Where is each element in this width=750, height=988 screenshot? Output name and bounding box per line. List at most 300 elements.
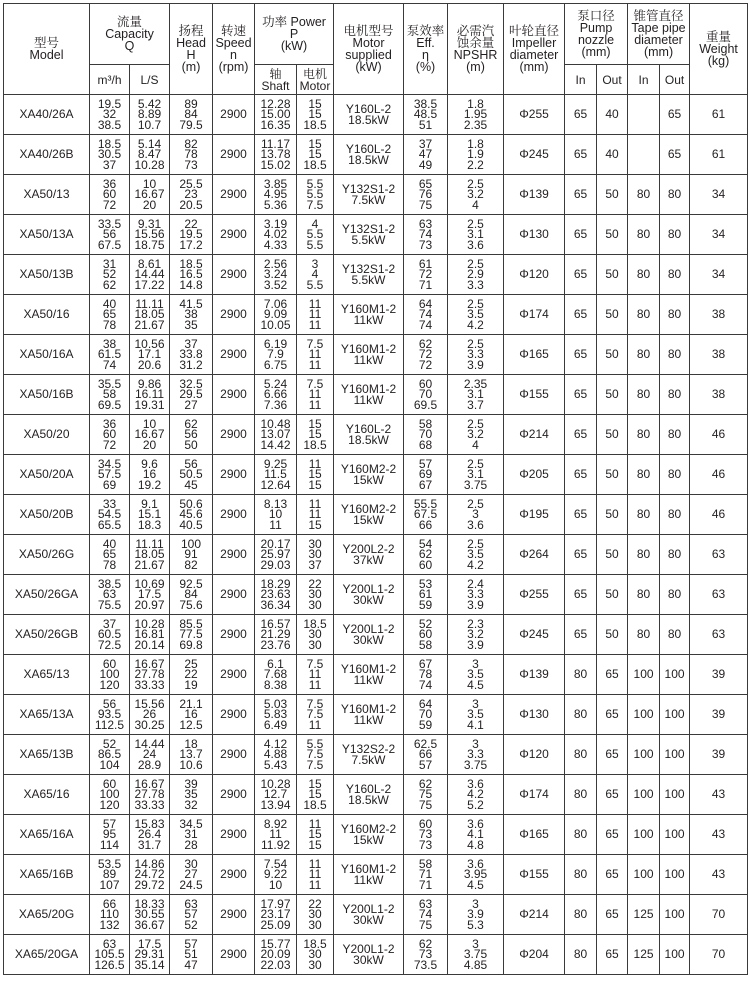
cell-pump-out: 65 xyxy=(597,935,628,975)
cell-capacity-ls-line: 16.11 xyxy=(134,387,165,402)
cell-motor-power-line: 11 xyxy=(308,677,322,692)
cell-pump-out: 50 xyxy=(597,615,628,655)
cell-capacity-ls xyxy=(130,215,170,255)
table-row xyxy=(4,775,748,815)
cell-impeller: Φ139 xyxy=(504,655,565,695)
cell-npshr-line: 2.5 xyxy=(467,456,484,471)
cell-shaft-power-line: 3.24 xyxy=(263,267,288,282)
cell-impeller: Φ255 xyxy=(504,575,565,615)
cell-tape-in: 80 xyxy=(628,615,660,655)
cell-capacity-m3h-line: 38.5 xyxy=(97,576,122,591)
cell-motor-type-line: Y160L-2 xyxy=(345,422,392,436)
cell-shaft-power xyxy=(255,655,297,695)
cell-shaft-power-line: 20.09 xyxy=(260,947,291,962)
cell-tape-out: 80 xyxy=(660,295,690,335)
table-row xyxy=(4,655,748,695)
cell-model: XA50/16B xyxy=(4,375,90,415)
cell-npshr-line: 3 xyxy=(472,896,479,911)
cell-capacity-m3h-line: 57.5 xyxy=(97,467,122,482)
cell-shaft-power-line: 4.12 xyxy=(263,736,288,751)
cell-capacity-m3h-line: 56 xyxy=(102,227,117,242)
cell-pump-out: 65 xyxy=(597,735,628,775)
cell-capacity-m3h-line: 100 xyxy=(99,787,120,802)
cell-impeller: Φ130 xyxy=(504,695,565,735)
cell-shaft-power-line: 25.09 xyxy=(260,917,291,932)
cell-motor-type-line: 11kW xyxy=(353,872,384,887)
cell-motor-type xyxy=(334,375,404,415)
cell-motor-type xyxy=(334,135,404,175)
cell-head-line: 18.5 xyxy=(179,256,203,271)
cell-efficiency-line: 63 xyxy=(418,216,433,231)
cell-capacity-ls-line: 16.67 xyxy=(134,427,165,442)
cell-capacity-ls-line: 17.5 xyxy=(137,587,162,602)
cell-capacity-m3h-line: 110 xyxy=(99,907,120,922)
cell-motor-power xyxy=(297,935,334,975)
cell-efficiency-line: 52 xyxy=(418,616,433,631)
cell-efficiency xyxy=(404,95,448,135)
header-power-shaft: 轴 Shaft xyxy=(255,65,297,95)
cell-shaft-power-line: 9.09 xyxy=(263,307,288,322)
cell-capacity-m3h-line: 65.5 xyxy=(97,517,122,532)
cell-motor-type xyxy=(334,455,404,495)
cell-shaft-power xyxy=(255,335,297,375)
table-row xyxy=(4,535,748,575)
cell-motor-power xyxy=(297,535,334,575)
cell-head-line: 18 xyxy=(184,736,198,751)
cell-motor-power-line: 5.5 xyxy=(306,237,324,252)
cell-npshr-line: 1.95 xyxy=(463,107,488,122)
cell-speed: 2900 xyxy=(213,935,255,975)
table-row xyxy=(4,375,748,415)
cell-motor-type xyxy=(334,215,404,255)
cell-motor-power-line: 18.5 xyxy=(303,117,327,132)
cell-head-line: 75.6 xyxy=(179,597,203,612)
cell-capacity-m3h-line: 52 xyxy=(102,736,117,751)
header-speed: 转速 Speed n (rpm) xyxy=(213,4,255,95)
cell-efficiency-line: 60 xyxy=(418,627,433,642)
cell-tape-out: 100 xyxy=(660,735,690,775)
cell-npshr-line: 3 xyxy=(472,696,479,711)
cell-npshr-line: 4 xyxy=(472,197,479,212)
cell-npshr xyxy=(448,335,504,375)
cell-efficiency-line: 67 xyxy=(418,656,433,671)
cell-head-line: 23 xyxy=(184,187,198,202)
cell-shaft-power-line: 10 xyxy=(268,877,283,892)
cell-efficiency-line: 72 xyxy=(418,347,433,362)
cell-npshr-line: 2.5 xyxy=(467,176,484,191)
cell-capacity-ls-line: 10.28 xyxy=(134,616,165,631)
cell-capacity-m3h-line: 57 xyxy=(102,816,117,831)
cell-motor-power-line: 11 xyxy=(308,717,322,732)
cell-head-line: 10.6 xyxy=(179,757,203,772)
cell-motor-type xyxy=(334,535,404,575)
cell-pump-out: 50 xyxy=(597,295,628,335)
table-row xyxy=(4,415,748,455)
cell-head-line: 57 xyxy=(184,907,198,922)
cell-pump-in: 80 xyxy=(565,775,597,815)
cell-motor-power-line: 11 xyxy=(308,667,322,682)
cell-tape-out: 100 xyxy=(660,775,690,815)
cell-motor-type-line: Y200L2-2 xyxy=(342,542,395,556)
cell-shaft-power xyxy=(255,215,297,255)
cell-head-line: 41.5 xyxy=(179,296,203,311)
cell-motor-type-line: Y160M2-2 xyxy=(340,462,397,476)
cell-motor-power-line: 11 xyxy=(308,317,322,332)
cell-head-line: 27 xyxy=(184,867,198,882)
cell-motor-power-line: 15 xyxy=(308,517,322,532)
cell-shaft-power-line: 4.02 xyxy=(263,227,288,242)
cell-npshr xyxy=(448,935,504,975)
cell-capacity-ls-line: 8.61 xyxy=(137,256,162,271)
header-power-motor: 电机 Motor xyxy=(297,65,334,95)
cell-capacity-m3h xyxy=(90,735,130,775)
cell-capacity-ls-line: 14.44 xyxy=(134,736,165,751)
cell-motor-power-line: 22 xyxy=(308,896,322,911)
cell-capacity-m3h-line: 89 xyxy=(102,867,117,882)
cell-shaft-power-line: 4.95 xyxy=(263,187,288,202)
cell-capacity-m3h-line: 56 xyxy=(102,696,117,711)
spec-table-body xyxy=(4,95,748,975)
cell-capacity-ls-line: 33.33 xyxy=(134,797,165,812)
cell-efficiency xyxy=(404,775,448,815)
cell-capacity-m3h xyxy=(90,775,130,815)
cell-npshr-line: 4.1 xyxy=(467,827,484,842)
cell-shaft-power-line: 16.35 xyxy=(260,117,291,132)
header-npshr: 必需汽 蚀余量 NPSHR (m) xyxy=(448,4,504,95)
cell-efficiency-line: 57 xyxy=(418,456,433,471)
cell-npshr-line: 3.2 xyxy=(467,627,484,642)
cell-head-line: 32.5 xyxy=(179,376,203,391)
cell-npshr-line: 2.5 xyxy=(467,536,484,551)
cell-npshr xyxy=(448,575,504,615)
cell-efficiency-line: 68 xyxy=(418,437,433,452)
cell-shaft-power-line: 11.92 xyxy=(260,837,291,852)
cell-capacity-m3h-line: 35.5 xyxy=(97,376,122,391)
cell-capacity-ls-line: 14.44 xyxy=(134,267,165,282)
cell-motor-power-line: 30 xyxy=(308,917,322,932)
cell-impeller: Φ130 xyxy=(504,215,565,255)
table-row xyxy=(4,135,748,175)
cell-efficiency xyxy=(404,935,448,975)
cell-motor-power-line: 7.5 xyxy=(306,747,324,762)
cell-efficiency-line: 37 xyxy=(418,136,433,151)
cell-model: XA65/13A xyxy=(4,695,90,735)
cell-model: XA40/26A xyxy=(4,95,90,135)
cell-motor-power-line: 11 xyxy=(308,496,322,511)
cell-capacity-m3h-line: 72 xyxy=(102,197,117,212)
cell-weight: 61 xyxy=(690,135,748,175)
cell-capacity-m3h-line: 67.5 xyxy=(97,237,122,252)
cell-head-line: 38 xyxy=(184,307,198,322)
cell-head-line: 13.7 xyxy=(179,747,203,762)
cell-impeller: Φ155 xyxy=(504,855,565,895)
cell-shaft-power-line: 15.77 xyxy=(260,936,291,951)
cell-motor-type xyxy=(334,615,404,655)
cell-motor-power-line: 7.5 xyxy=(306,696,324,711)
cell-shaft-power-line: 5.03 xyxy=(263,696,288,711)
cell-speed: 2900 xyxy=(213,535,255,575)
table-row xyxy=(4,735,748,775)
cell-speed: 2900 xyxy=(213,375,255,415)
cell-model: XA50/26GB xyxy=(4,615,90,655)
cell-shaft-power-line: 6.1 xyxy=(267,656,284,671)
cell-motor-power-line: 18.5 xyxy=(303,437,327,452)
cell-shaft-power-line: 8.38 xyxy=(263,677,288,692)
cell-motor-power-line: 30 xyxy=(308,627,322,642)
cell-capacity-ls-line: 5.42 xyxy=(137,96,162,111)
cell-motor-power-line: 15 xyxy=(308,147,322,162)
cell-npshr xyxy=(448,655,504,695)
cell-capacity-m3h-line: 112.5 xyxy=(94,717,125,732)
cell-npshr-line: 4.8 xyxy=(467,837,484,852)
cell-motor-type-line: Y160M1-2 xyxy=(340,382,397,396)
cell-capacity-ls-line: 19.31 xyxy=(134,397,165,412)
cell-head xyxy=(170,655,213,695)
cell-shaft-power-line: 11 xyxy=(269,517,282,532)
cell-npshr-line: 5.2 xyxy=(467,797,484,812)
cell-capacity-m3h-line: 126.5 xyxy=(94,957,125,972)
cell-shaft-power-line: 7.36 xyxy=(263,397,288,412)
header-impeller: 叶轮直径 Impeller diameter (mm) xyxy=(504,4,565,95)
cell-npshr-line: 3 xyxy=(472,736,479,751)
cell-shaft-power-line: 6.75 xyxy=(263,357,288,372)
cell-efficiency-line: 74 xyxy=(418,907,433,922)
cell-motor-power-line: 30 xyxy=(308,907,322,922)
cell-capacity-m3h-line: 38 xyxy=(102,336,117,351)
cell-capacity-m3h-line: 32 xyxy=(102,107,117,122)
cell-motor-power-line: 5.5 xyxy=(306,277,324,292)
cell-efficiency xyxy=(404,815,448,855)
cell-tape-in: 80 xyxy=(628,335,660,375)
cell-speed: 2900 xyxy=(213,855,255,895)
cell-motor-power-line: 15 xyxy=(308,107,322,122)
cell-capacity-ls-line: 8.47 xyxy=(137,147,162,162)
cell-capacity-m3h-line: 34.5 xyxy=(97,456,122,471)
cell-pump-in: 65 xyxy=(565,135,597,175)
cell-efficiency-line: 66 xyxy=(418,747,433,762)
cell-capacity-ls-line: 10.69 xyxy=(134,576,165,591)
cell-capacity-m3h xyxy=(90,575,130,615)
cell-weight: 63 xyxy=(690,535,748,575)
cell-capacity-ls-line: 9.1 xyxy=(141,496,158,511)
cell-weight: 43 xyxy=(690,855,748,895)
cell-head-line: 92.5 xyxy=(179,576,203,591)
cell-motor-type-line: 5.5kW xyxy=(351,272,386,287)
cell-head-line: 35 xyxy=(184,787,198,802)
cell-capacity-m3h xyxy=(90,895,130,935)
table-row xyxy=(4,895,748,935)
cell-head xyxy=(170,815,213,855)
cell-capacity-m3h-line: 18.5 xyxy=(97,136,122,151)
cell-motor-type-line: 30kW xyxy=(353,952,384,967)
cell-efficiency-line: 58 xyxy=(418,637,433,652)
cell-npshr-line: 4.85 xyxy=(463,957,488,972)
cell-motor-power-line: 30 xyxy=(308,597,322,612)
cell-capacity-ls xyxy=(130,615,170,655)
cell-npshr xyxy=(448,175,504,215)
cell-capacity-m3h xyxy=(90,695,130,735)
cell-motor-type xyxy=(334,95,404,135)
cell-pump-out: 50 xyxy=(597,495,628,535)
cell-capacity-m3h-line: 58 xyxy=(102,387,117,402)
cell-efficiency-line: 73 xyxy=(418,827,433,842)
cell-model: XA50/20A xyxy=(4,455,90,495)
cell-head-line: 82 xyxy=(184,136,198,151)
cell-efficiency-line: 67.5 xyxy=(413,507,438,522)
cell-shaft-power-line: 17.97 xyxy=(260,896,291,911)
cell-npshr-line: 4.5 xyxy=(467,677,484,692)
cell-weight: 34 xyxy=(690,255,748,295)
cell-shaft-power xyxy=(255,535,297,575)
cell-efficiency-line: 63 xyxy=(418,896,433,911)
cell-model: XA65/20G xyxy=(4,895,90,935)
cell-impeller: Φ214 xyxy=(504,415,565,455)
cell-npshr-line: 3.7 xyxy=(467,397,484,412)
cell-head-line: 73 xyxy=(184,157,198,172)
cell-pump-in: 65 xyxy=(565,495,597,535)
cell-efficiency-line: 75 xyxy=(418,917,433,932)
cell-speed: 2900 xyxy=(213,735,255,775)
cell-shaft-power-line: 5.24 xyxy=(263,376,288,391)
cell-model: XA50/16 xyxy=(4,295,90,335)
cell-head-line: 85.5 xyxy=(179,616,203,631)
cell-shaft-power-line: 6.66 xyxy=(263,387,288,402)
cell-tape-in: 80 xyxy=(628,375,660,415)
cell-pump-in: 80 xyxy=(565,735,597,775)
cell-capacity-ls-line: 16.81 xyxy=(134,627,165,642)
cell-tape-out: 80 xyxy=(660,215,690,255)
cell-capacity-ls-line: 24.72 xyxy=(134,867,165,882)
cell-capacity-ls xyxy=(130,95,170,135)
cell-capacity-m3h-line: 105.5 xyxy=(94,947,125,962)
cell-motor-power-line: 30 xyxy=(308,547,322,562)
cell-shaft-power-line: 21.29 xyxy=(260,627,291,642)
cell-capacity-ls xyxy=(130,535,170,575)
cell-impeller: Φ174 xyxy=(504,295,565,335)
cell-capacity-m3h xyxy=(90,935,130,975)
cell-npshr xyxy=(448,295,504,335)
cell-weight: 34 xyxy=(690,175,748,215)
cell-head xyxy=(170,375,213,415)
cell-npshr-line: 3.3 xyxy=(467,347,484,362)
cell-speed: 2900 xyxy=(213,295,255,335)
cell-motor-power-line: 18.5 xyxy=(303,797,327,812)
cell-shaft-power xyxy=(255,575,297,615)
cell-capacity-ls-line: 29.72 xyxy=(134,877,165,892)
cell-capacity-m3h-line: 38.5 xyxy=(97,117,122,132)
cell-motor-power-line: 4 xyxy=(311,267,319,282)
cell-head-line: 62 xyxy=(184,416,198,431)
cell-capacity-ls-line: 18.33 xyxy=(134,896,165,911)
cell-impeller: Φ214 xyxy=(504,895,565,935)
cell-tape-out: 80 xyxy=(660,455,690,495)
cell-efficiency-line: 62 xyxy=(418,776,433,791)
table-row xyxy=(4,695,748,735)
cell-model: XA65/16A xyxy=(4,815,90,855)
cell-speed: 2900 xyxy=(213,815,255,855)
cell-shaft-power-line: 4.33 xyxy=(263,237,288,252)
cell-impeller: Φ255 xyxy=(504,95,565,135)
header-efficiency: 泵效率 Eff. η (%) xyxy=(404,4,448,95)
cell-motor-power xyxy=(297,215,334,255)
cell-motor-type-line: 5.5kW xyxy=(351,232,386,247)
cell-shaft-power-line: 29.03 xyxy=(260,557,291,572)
cell-speed: 2900 xyxy=(213,575,255,615)
cell-head xyxy=(170,615,213,655)
cell-capacity-m3h xyxy=(90,255,130,295)
cell-npshr-line: 4.1 xyxy=(467,717,484,732)
cell-npshr-line: 3.75 xyxy=(463,757,488,772)
cell-shaft-power-line: 12.64 xyxy=(260,477,291,492)
table-row xyxy=(4,495,748,535)
cell-motor-type-line: Y160M1-2 xyxy=(340,342,397,356)
cell-capacity-m3h xyxy=(90,655,130,695)
cell-capacity-ls-line: 10.56 xyxy=(134,336,165,351)
cell-capacity-m3h-line: 37 xyxy=(102,616,117,631)
cell-motor-type-line: Y160M1-2 xyxy=(340,662,397,676)
cell-motor-type-line: Y160L-2 xyxy=(345,142,392,156)
cell-capacity-ls-line: 9.31 xyxy=(137,216,162,231)
cell-head-line: 84 xyxy=(184,107,198,122)
cell-capacity-ls-line: 27.78 xyxy=(134,667,165,682)
cell-motor-power xyxy=(297,735,334,775)
cell-head-line: 50.5 xyxy=(179,467,203,482)
cell-speed: 2900 xyxy=(213,135,255,175)
cell-model: XA65/13 xyxy=(4,655,90,695)
cell-motor-power-line: 30 xyxy=(308,536,322,551)
cell-npshr-line: 3 xyxy=(472,936,479,951)
cell-shaft-power-line: 7.54 xyxy=(263,856,288,871)
cell-tape-in: 125 xyxy=(628,935,660,975)
cell-motor-power-line: 5.5 xyxy=(306,176,324,191)
cell-weight: 63 xyxy=(690,575,748,615)
cell-motor-type-line: Y160M1-2 xyxy=(340,862,397,876)
cell-impeller: Φ245 xyxy=(504,615,565,655)
cell-shaft-power-line: 12.7 xyxy=(263,787,288,802)
cell-impeller: Φ195 xyxy=(504,495,565,535)
cell-motor-power-line: 15 xyxy=(308,837,322,852)
cell-capacity-ls-line: 18.3 xyxy=(137,517,162,532)
cell-efficiency xyxy=(404,495,448,535)
header-capacity-ls: L/S xyxy=(130,65,170,95)
cell-capacity-ls xyxy=(130,855,170,895)
cell-head xyxy=(170,335,213,375)
cell-motor-power xyxy=(297,695,334,735)
cell-capacity-ls-line: 11.11 xyxy=(135,536,164,551)
cell-head-line: 34.5 xyxy=(179,816,203,831)
cell-capacity-ls xyxy=(130,775,170,815)
cell-model: XA50/13B xyxy=(4,255,90,295)
cell-capacity-ls-line: 20 xyxy=(142,197,157,212)
cell-capacity-m3h-line: 52 xyxy=(102,267,117,282)
cell-pump-in: 65 xyxy=(565,215,597,255)
cell-pump-out: 50 xyxy=(597,535,628,575)
cell-npshr-line: 3.5 xyxy=(467,307,484,322)
cell-head-line: 45.6 xyxy=(179,507,203,522)
cell-tape-out: 65 xyxy=(660,135,690,175)
cell-motor-power-line: 4 xyxy=(311,216,319,231)
cell-pump-out: 50 xyxy=(597,455,628,495)
cell-head-line: 52 xyxy=(184,917,198,932)
cell-speed: 2900 xyxy=(213,335,255,375)
cell-tape-in: 100 xyxy=(628,815,660,855)
cell-efficiency xyxy=(404,215,448,255)
cell-npshr xyxy=(448,615,504,655)
cell-efficiency-line: 64 xyxy=(418,296,433,311)
cell-motor-power xyxy=(297,575,334,615)
cell-capacity-m3h-line: 72 xyxy=(102,437,117,452)
table-row xyxy=(4,335,748,375)
